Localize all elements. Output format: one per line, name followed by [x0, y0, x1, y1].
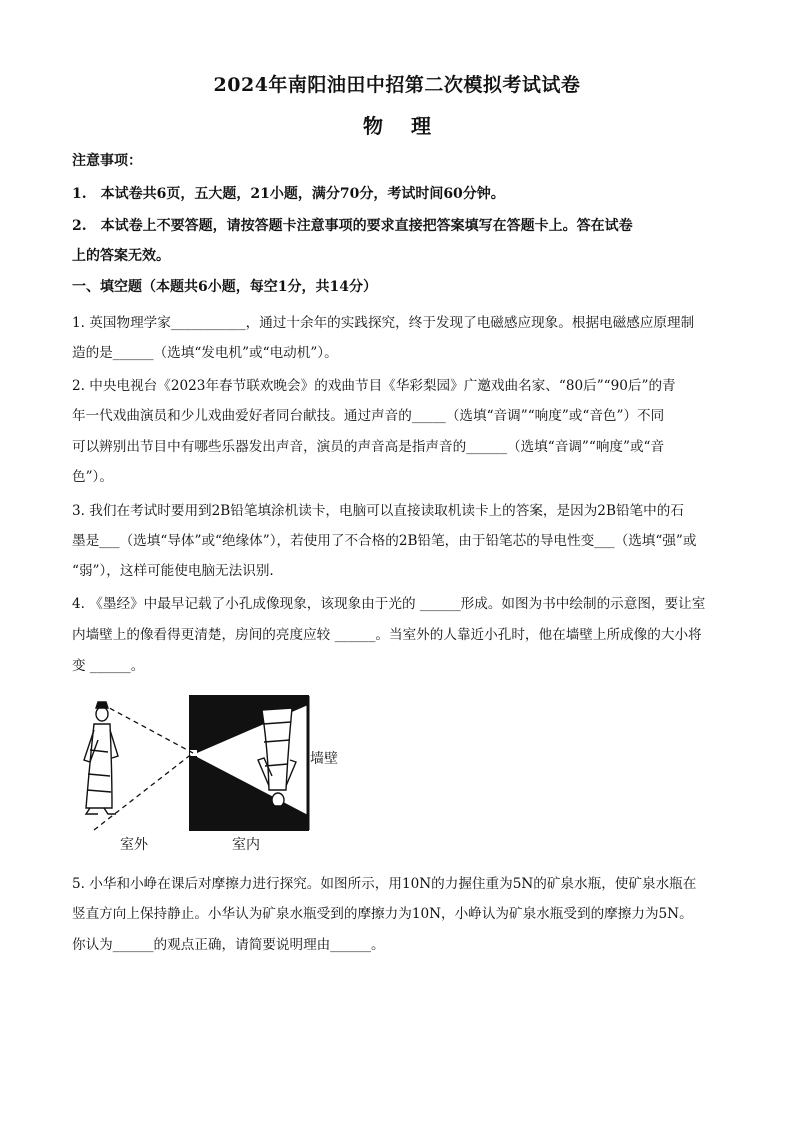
question-3-line-3: “弱”），这样可能使电脑无法识别. — [72, 563, 274, 579]
question-5-line-2: 竖直方向上保持静止。小华认为矿泉水瓶受到的摩擦力为10N，小峥认为矿泉水瓶受到的摩擦力为5N。 — [72, 906, 693, 922]
subject-title — [0, 110, 794, 139]
question-2-line-4: 色”）。 — [72, 469, 113, 485]
question-3-line-1: 3. 我们在考试时要用到2B铅笔填涂机读卡，电脑可以直接读取机读卡上的答案，是因为2B铅笔中的石 — [72, 503, 684, 519]
question-4-line-1: 4. 《墨经》中最早记载了小孔成像现象，该现象由于光的 ______形成。如图为书中绘制的示意图，要让室 — [72, 596, 706, 612]
label-inside: 室内 — [232, 837, 260, 853]
front-wall — [190, 696, 197, 830]
section-1-heading: 一、填空题（本题共6小题，每空1分，共14分） — [72, 279, 377, 295]
room-shading-bottom — [197, 757, 308, 830]
label-wall: 墙壁 — [310, 751, 338, 767]
notice-heading: 注意事项： — [72, 153, 142, 169]
question-2-line-1: 2. 中央电视台《2023年春节联欢晚会》的戏曲节目《华彩梨园》广邀戏曲名家、“80后”“90后”的青 — [72, 378, 676, 394]
notice-item-2-line-1: 2. 本试卷上不要答题，请按答题卡注意事项的要求直接把答案填写在答题卡上。答在试卷 — [72, 218, 633, 234]
notice-item-1: 1. 本试卷共6页，五大题，21小题，满分70分，考试时间60分钟。 — [72, 186, 505, 202]
subject-char-2: 理 — [411, 114, 431, 138]
exam-title: 2024年南阳油田中招第二次模拟考试试卷 — [213, 74, 581, 96]
pinhole-diagram — [72, 690, 372, 860]
question-5-line-3: 你认为______的观点正确，请简要说明理由______。 — [72, 937, 385, 953]
question-4-line-2: 内墙壁上的像看得更清楚，房间的亮度应较 ______。当室外的人靠近小孔时，他在墙壁上所成像的大小将 — [72, 627, 702, 643]
question-2-line-3: 可以辨别出节目中有哪些乐器发出声音，演员的声音高是指声音的______（选填“音调”“响度”或“音 — [72, 439, 665, 455]
pinhole — [190, 750, 197, 756]
question-1-line-1: 1. 英国物理学家___________，通过十余年的实践探究，终于发现了电磁感应现象。根据电磁感应原理制 — [72, 315, 695, 331]
question-1-line-2: 造的是______（选填“发电机”或“电动机”）。 — [72, 345, 338, 361]
question-4-line-3: 变 ______。 — [72, 658, 145, 674]
pinhole-figure — [72, 690, 372, 860]
ray-top — [102, 704, 193, 753]
label-outside: 室外 — [120, 837, 148, 853]
outside-person — [84, 702, 118, 814]
question-5-line-1: 5. 小华和小峥在课后对摩擦力进行探究。如图所示，用10N的力握住重为5N的矿泉水瓶，使矿泉水瓶在 — [72, 876, 697, 892]
subject-char-1: 物 — [363, 114, 383, 138]
room-shading-top — [197, 696, 308, 753]
question-2-line-2: 年一代戏曲演员和少儿戏曲爱好者同台献技。通过声音的_____（选填“音调”“响度”或“音色”）不同 — [72, 408, 665, 424]
question-3-line-2: 墨是___（选填“导体”或“绝缘体”），若使用了不合格的2B铅笔，由于铅笔芯的导电性变___（选填“强”或 — [72, 533, 697, 549]
notice-item-2-line-2: 上的答案无效。 — [72, 248, 170, 264]
